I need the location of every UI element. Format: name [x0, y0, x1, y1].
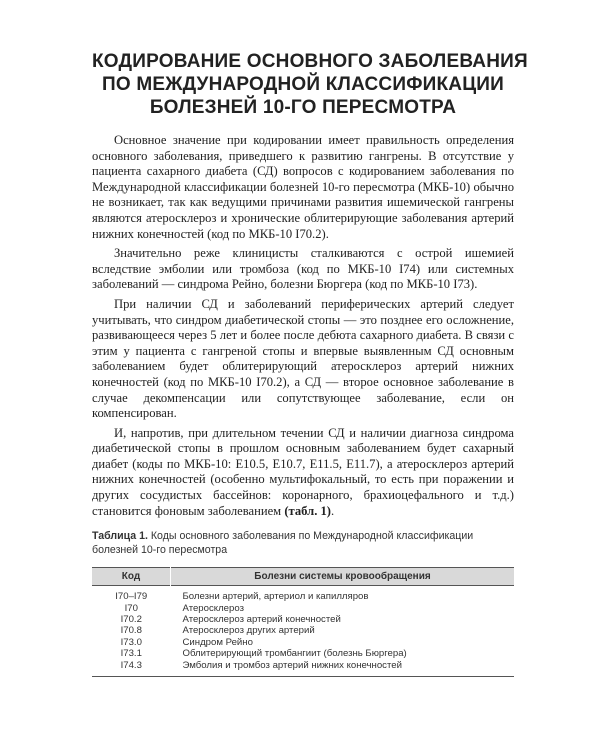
- table-reference: (табл. 1): [284, 503, 331, 518]
- cell-name: Эмболия и тромбоз артерий нижних конечностей: [182, 659, 402, 671]
- table-row: [92, 586, 514, 603]
- paragraph-4-end: .: [330, 503, 335, 518]
- cell-code: I70: [124, 602, 138, 614]
- cell-code: I70–I79: [115, 591, 148, 603]
- table-caption-text: Коды основного заболевания по Международной классификации болезней 10-го пересмотра: [92, 530, 474, 557]
- cell-code: I70.2: [120, 614, 142, 626]
- table-row: [92, 625, 514, 636]
- document-page: [92, 50, 528, 677]
- cell-code: I70.8: [120, 625, 142, 637]
- title-line-3: БОЛЕЗНЕЙ 10-ГО ПЕРЕСМОТРА: [149, 97, 457, 118]
- table-row: [92, 603, 514, 614]
- table-caption: [92, 529, 514, 557]
- paragraph-1: Основное значение при кодировании имеет правильность определения основного заболевания, приведшего к развитию гангрены. В отсутствие у пациента сахарного диабета (СД) вопросов с кодированием заболевания по Международной классификации болезней 10-го пересмотра (МКБ-10) обычно не возникает, так как ведущими причинами развития ишемической гангрены являются атеросклероз и хронические облитерирующие заболевания артерий нижних конечностей (код по МКБ-10 I70.2).: [92, 133, 514, 241]
- header-code: Код: [92, 568, 171, 586]
- table-row: [92, 648, 514, 659]
- cell-code: I74.3: [120, 659, 142, 671]
- cell-name: Атеросклероз: [182, 602, 244, 614]
- table-row: [92, 614, 514, 625]
- cell-name: Атеросклероз других артерий: [182, 625, 315, 637]
- header-diseases: Болезни системы кровообращения: [171, 568, 515, 586]
- table-header-row: [92, 568, 514, 586]
- paragraph-4-text: И, напротив, при длительном течении СД и наличии диагноза синдрома диабетической стопы в прошлом основным заболеванием будет сахарный диабет (коды по МКБ-10: E10.5, E10.7, E11.5, E11.7), а атеросклероз артерий нижних конечностей (особенно мультифокальный, то есть при поражении и других сосудистых бассейнов: коронарного, брахиоцефального и т.д.) становится фоновым заболеванием: [92, 425, 514, 518]
- title-line-2: ПО МЕЖДУНАРОДНОЙ КЛАССИФИКАЦИИ: [102, 74, 504, 95]
- title-line-1: КОДИРОВАНИЕ ОСНОВНОГО ЗАБОЛЕВАНИЯ: [92, 51, 528, 72]
- table-row: [92, 637, 514, 648]
- codes-table: [92, 567, 514, 677]
- paragraph-2: Значительно реже клиницисты сталкиваются с острой ишемией вследствие эмболии или тромбоза (код по МКБ-10 I74) или системных заболеваний — синдрома Рейно, болезни Бюргера (код по МКБ-10 I73).: [92, 246, 514, 292]
- cell-name: Облитерирующий тромбангиит (болезнь Бюргера): [182, 648, 407, 660]
- cell-code: I73.1: [120, 648, 142, 660]
- cell-name: Синдром Рейно: [182, 636, 253, 648]
- table-caption-label: Таблица 1.: [92, 530, 148, 543]
- paragraph-3: При наличии СД и заболеваний периферических артерий следует учитывать, что синдром диабетической стопы — это позднее его осложнение, развивающееся через 5 лет и более после дебюта сахарного диабета. В связи с этим у пациента с гангреной стопы и впервые выявленным СД основным заболеванием будет облитерирующий атеросклероз артерий нижних конечностей (код по МКБ-10 I70.2), а СД — второе основное заболевание в случае декомпенсации или сопутствующее заболевание, если он компенсирован.: [92, 296, 514, 421]
- cell-code: I73.0: [120, 636, 142, 648]
- cell-name: Болезни артерий, артериол и капилляров: [182, 591, 369, 603]
- page-title: [92, 50, 528, 119]
- cell-name: Атеросклероз артерий конечностей: [182, 614, 341, 626]
- table-row: [92, 660, 514, 677]
- paragraph-4: [92, 426, 514, 520]
